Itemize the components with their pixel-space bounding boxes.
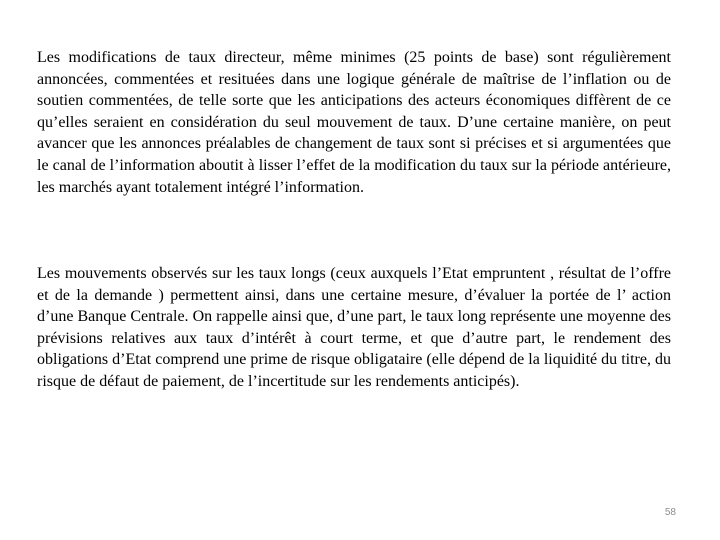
- paragraph-taux-longs: Les mouvements observés sur les taux longs (ceux auxquels l’Etat empruntent , résultat de l’offre et de la demande ) permettent ainsi, dans une certaine mesure, d’évaluer la portée de l’ action d’une Banque Centrale. On rappelle ainsi que, d’une part, le taux long représente une moyenne des prévisions relatives aux taux d’intérêt à court terme, et que d’autre part, le rendement des obligations d’Etat comprend une prime de risque obligataire (elle dépend de la liquidité du titre, du risque de défaut de paiement, de l’incertitude sur les rendements anticipés).: [37, 265, 671, 390]
- page-number: 58: [664, 507, 676, 518]
- paragraph-taux-directeur: Les modifications de taux directeur, même minimes (25 points de base) sont régulièrement annoncées, commentées et resituées dans une logique générale de maîtrise de l’inflation ou de soutien commentées, de telle sorte que les anticipations des acteurs économiques diffèrent de ce qu’elles seraient en considération du seul mouvement de taux. D’une certaine manière, on peut avancer que les annonces préalables de changement de taux sont si précises et si argumentées que le canal de l’information aboutit à lisser l’effet de la modification du taux sur la période antérieure, les marchés ayant totalement intégré l’information.: [37, 49, 671, 196]
